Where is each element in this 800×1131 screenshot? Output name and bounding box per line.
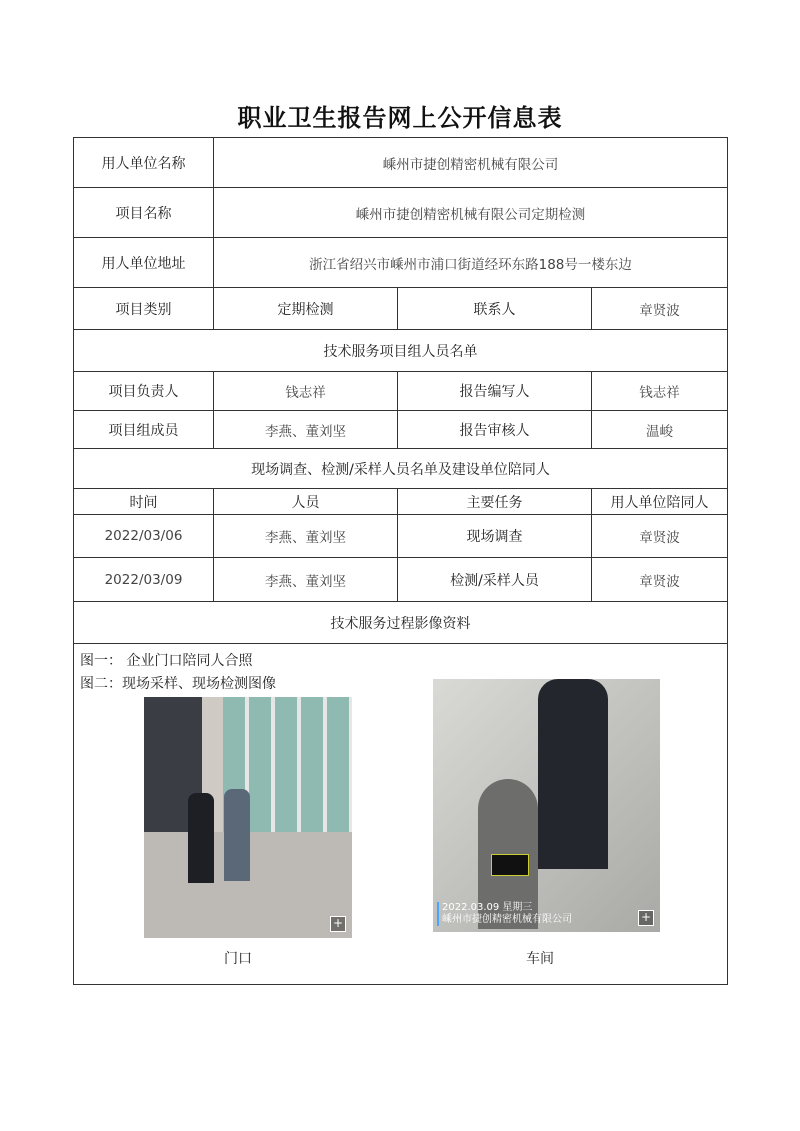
survey-header-escort: 用人单位陪同人 [592,489,727,515]
photo-company-stamp: 嵊州市捷创精密机械有限公司 [442,914,572,925]
leader-value: 钱志祥 [214,372,398,411]
photo-date-stamp: 2022.03.09 星期三 [442,902,533,913]
survey-header-staff: 人员 [214,489,398,515]
workshop-photo [433,679,660,932]
survey-row-staff: 李燕、董刘坚 [214,558,398,602]
survey-row-date: 2022/03/09 [74,558,214,602]
survey-row-escort: 章贤波 [592,558,727,602]
company-value: 嵊州市捷创精密机械有限公司 [214,138,727,188]
survey-row-date: 2022/03/06 [74,515,214,558]
company-label: 用人单位名称 [74,138,214,188]
type-value: 定期检测 [214,288,398,330]
plus-icon: + [330,916,346,932]
writer-label: 报告编写人 [398,372,592,411]
workshop-photo-caption: 车间 [526,951,554,967]
contact-label: 联系人 [398,288,592,330]
page-title: 职业卫生报告网上公开信息表 [237,103,563,132]
members-label: 项目组成员 [74,411,214,449]
info-table [73,137,728,985]
figure-2-caption: 图二：现场采样、现场检测图像 [80,676,276,692]
survey-row-task: 检测/采样人员 [398,558,592,602]
reviewer-value: 温峻 [592,411,727,449]
images-heading: 技术服务过程影像资料 [74,602,727,644]
survey-header-time: 时间 [74,489,214,515]
plus-icon: + [638,910,654,926]
gate-photo [144,697,352,938]
contact-value: 章贤波 [592,288,727,330]
survey-row-staff: 李燕、董刘坚 [214,515,398,558]
project-value: 嵊州市捷创精密机械有限公司定期检测 [214,188,727,238]
gate-photo-caption: 门口 [224,951,252,967]
figure-1-caption: 图一： 企业门口陪同人合照 [80,653,253,669]
address-label: 用人单位地址 [74,238,214,288]
type-label: 项目类别 [74,288,214,330]
writer-value: 钱志祥 [592,372,727,411]
members-value: 李燕、董刘坚 [214,411,398,449]
survey-row-escort: 章贤波 [592,515,727,558]
survey-row-task: 现场调查 [398,515,592,558]
reviewer-label: 报告审核人 [398,411,592,449]
leader-label: 项目负责人 [74,372,214,411]
address-value: 浙江省绍兴市嵊州市浦口街道经环东路188号一楼东边 [214,238,727,288]
project-label: 项目名称 [74,188,214,238]
survey-heading: 现场调查、检测/采样人员名单及建设单位陪同人 [74,449,727,489]
team-heading: 技术服务项目组人员名单 [74,330,727,372]
survey-header-task: 主要任务 [398,489,592,515]
